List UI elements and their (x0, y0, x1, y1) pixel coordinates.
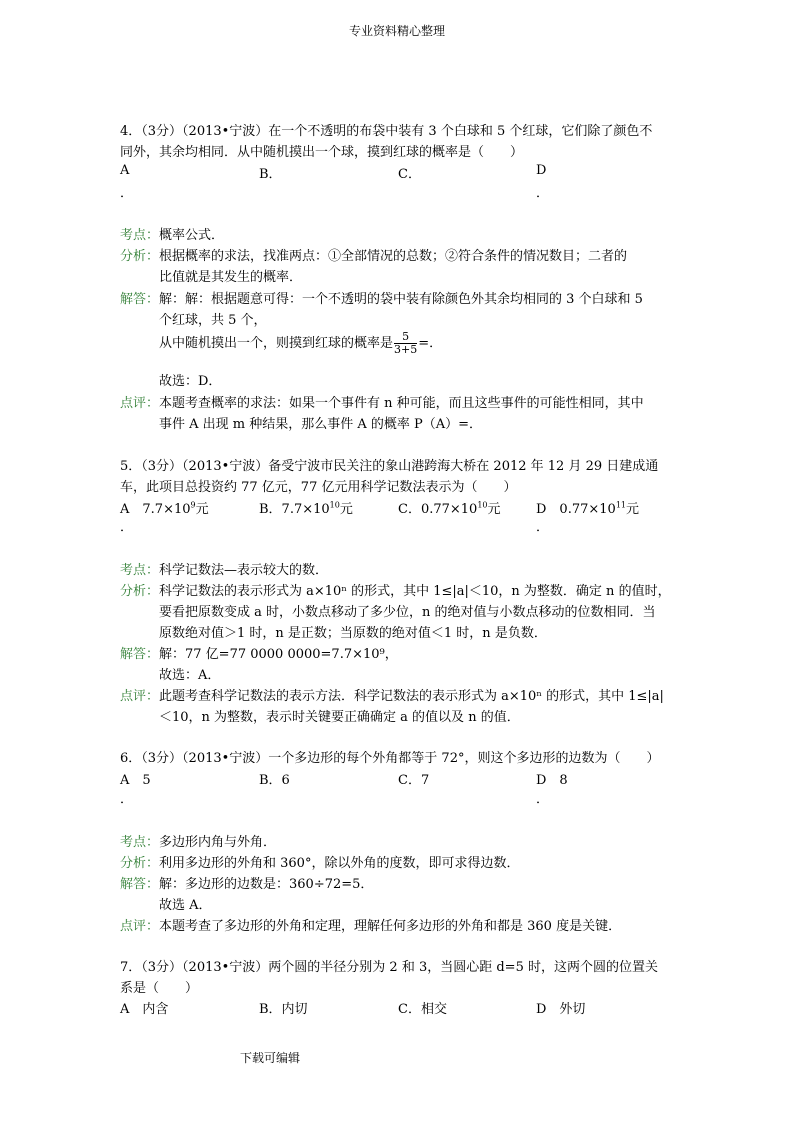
q5-option-d: D $0.77\times 10^{11}$元 (536, 500, 640, 517)
q4-option-a-dot: ． (120, 186, 134, 201)
q6-kaodian-text: 多边形内角与外角． (159, 835, 277, 850)
q4-probability-fraction (394, 331, 417, 356)
q4-stem-line2: 同外，其余均相同．从中随机摸出一个球，摸到红球的概率是（ ） (120, 145, 524, 160)
q4-option-d-dot: ． (536, 186, 550, 201)
q7-stem-line2: 系是（ ） (120, 981, 199, 996)
q6-option-d: D 8 (536, 773, 568, 788)
q7-option-c: C．相交 (398, 1002, 447, 1017)
q5-jieda-label: 解答： (120, 647, 160, 662)
q4-jieda-line4: 故选：D． (159, 374, 222, 389)
q6-option-c: C．7 (398, 773, 430, 788)
q6-jieda-line1: 解：多边形的边数是：360÷72=5． (159, 877, 374, 892)
q4-fenxi-line2: 比值就是其发生的概率． (159, 270, 303, 285)
q5-dianping-line1: 此题考查科学记数法的表示方法．科学记数法的表示形式为 a×10ⁿ 的形式，其中 1≤|a| (159, 689, 664, 704)
page-footer: 下载可编辑 (240, 1051, 301, 1065)
q4-jieda-line2: 个红球，共 5 个， (159, 313, 267, 328)
q5-option-c: C．$0.77\times 10^{10}$元 (398, 500, 501, 517)
q5-option-b: B．$7.7\times 10^{10}$元 (259, 500, 353, 517)
q5-kaodian-text: 科学记数法—表示较大的数． (159, 563, 329, 578)
q4-stem-line1: 4．（3分）（2013•宁波）在一个不透明的布袋中装有 3 个白球和 5 个红球，它们除了颜色不 (120, 124, 653, 139)
q4-option-d: D (536, 163, 547, 178)
q4-fraction-denominator: 3+5 (394, 343, 418, 356)
q4-jieda-line3 (159, 331, 442, 356)
q5-stem-line2: 车，此项目总投资约 77 亿元，77 亿元用科学记数法表示为（ ） (120, 480, 517, 495)
q5-jieda-line1: 解：77 亿=77 0000 0000=7.7×10⁹， (159, 647, 398, 662)
q5-fenxi-line1: 科学记数法的表示形式为 a×10ⁿ 的形式，其中 1≤|a|＜10，n 为整数．确定 n 的值时， (159, 584, 671, 599)
q4-dianping-line1: 本题考查概率的求法：如果一个事件有 n 种可能，而且这些事件的可能性相同，其中 (159, 396, 644, 411)
q4-kaodian-label: 考点： (120, 228, 160, 243)
q6-jieda-label: 解答： (120, 877, 160, 892)
q6-dianping-label: 点评： (120, 919, 160, 934)
q4-option-b: B． (259, 167, 282, 182)
q4-dianping-label: 点评： (120, 396, 160, 411)
q4-option-a: A (120, 163, 130, 178)
q7-stem-line1: 7．（3分）（2013•宁波）两个圆的半径分别为 2 和 3，当圆心距 d=5 时，这两个圆的位置关 (120, 960, 658, 975)
q6-option-d-dot: ． (536, 792, 550, 807)
q6-option-a-dot: ． (120, 792, 134, 807)
q4-fenxi-line1: 根据概率的求法，找准两点：①全部情况的总数；②符合条件的情况数目；二者的 (159, 249, 628, 264)
q4-fraction-numerator: 5 (394, 331, 417, 344)
q5-fenxi-line3: 原数绝对值＞1 时，n 是正数；当原数的绝对值＜1 时，n 是负数． (159, 626, 547, 641)
q4-dianping-line2: 事件 A 出现 m 种结果，那么事件 A 的概率 P（A）=． (159, 417, 483, 432)
q4-jieda-label: 解答： (120, 292, 160, 307)
q4-kaodian-text: 概率公式． (159, 228, 225, 243)
q5-dianping-line2: ＜10，n 为整数，表示时关键要正确确定 a 的值以及 n 的值． (159, 710, 520, 725)
q4-jieda-line1: 解：解：根据题意可得：一个不透明的袋中装有除颜色外其余均相同的 3 个白球和 5 (159, 292, 643, 307)
q5-fenxi-line2: 要看把原数变成 a 时，小数点移动了多少位，n 的绝对值与小数点移动的位数相同．当 (159, 605, 656, 620)
q5-option-a-dot: ． (120, 520, 134, 535)
q4-jieda-line3-end: =． (418, 336, 443, 351)
q4-jieda-line3-text: 从中随机摸出一个，则摸到红球的概率是 (159, 336, 394, 351)
q5-option-d-dot: ． (536, 520, 550, 535)
q5-dianping-label: 点评： (120, 689, 160, 704)
q5-option-a: A $7.7\times 10^9$元 (120, 500, 209, 517)
q6-kaodian-label: 考点： (120, 835, 160, 850)
q6-dianping-line1: 本题考查了多边形的外角和定理，理解任何多边形的外角和都是 360 度是关键． (159, 919, 622, 934)
q6-jieda-line2: 故选 A． (159, 898, 212, 913)
q4-option-c: C． (398, 167, 421, 182)
q6-stem-line1: 6．（3分）（2013•宁波）一个多边形的每个外角都等于 72°，则这个多边形的边数为（ ） (120, 751, 660, 766)
q7-option-a: A 内含 (120, 1002, 169, 1017)
q5-kaodian-label: 考点： (120, 563, 160, 578)
q6-option-b: B．6 (259, 773, 290, 788)
q6-fenxi-line1: 利用多边形的外角和 360°，除以外角的度数，即可求得边数． (159, 856, 520, 871)
q7-option-d: D 外切 (536, 1002, 586, 1017)
q6-fenxi-label: 分析： (120, 856, 160, 871)
q5-fenxi-label: 分析： (120, 584, 160, 599)
q5-jieda-line2: 故选：A． (159, 668, 221, 683)
q7-option-b: B．内切 (259, 1002, 308, 1017)
q6-option-a: A 5 (120, 773, 151, 788)
q4-fenxi-label: 分析： (120, 249, 160, 264)
q5-stem-line1: 5．（3分）（2013•宁波）备受宁波市民关注的象山港跨海大桥在 2012 年 12 月 29 日建成通 (120, 459, 659, 474)
page-header: 专业资料精心整理 (348, 24, 445, 38)
